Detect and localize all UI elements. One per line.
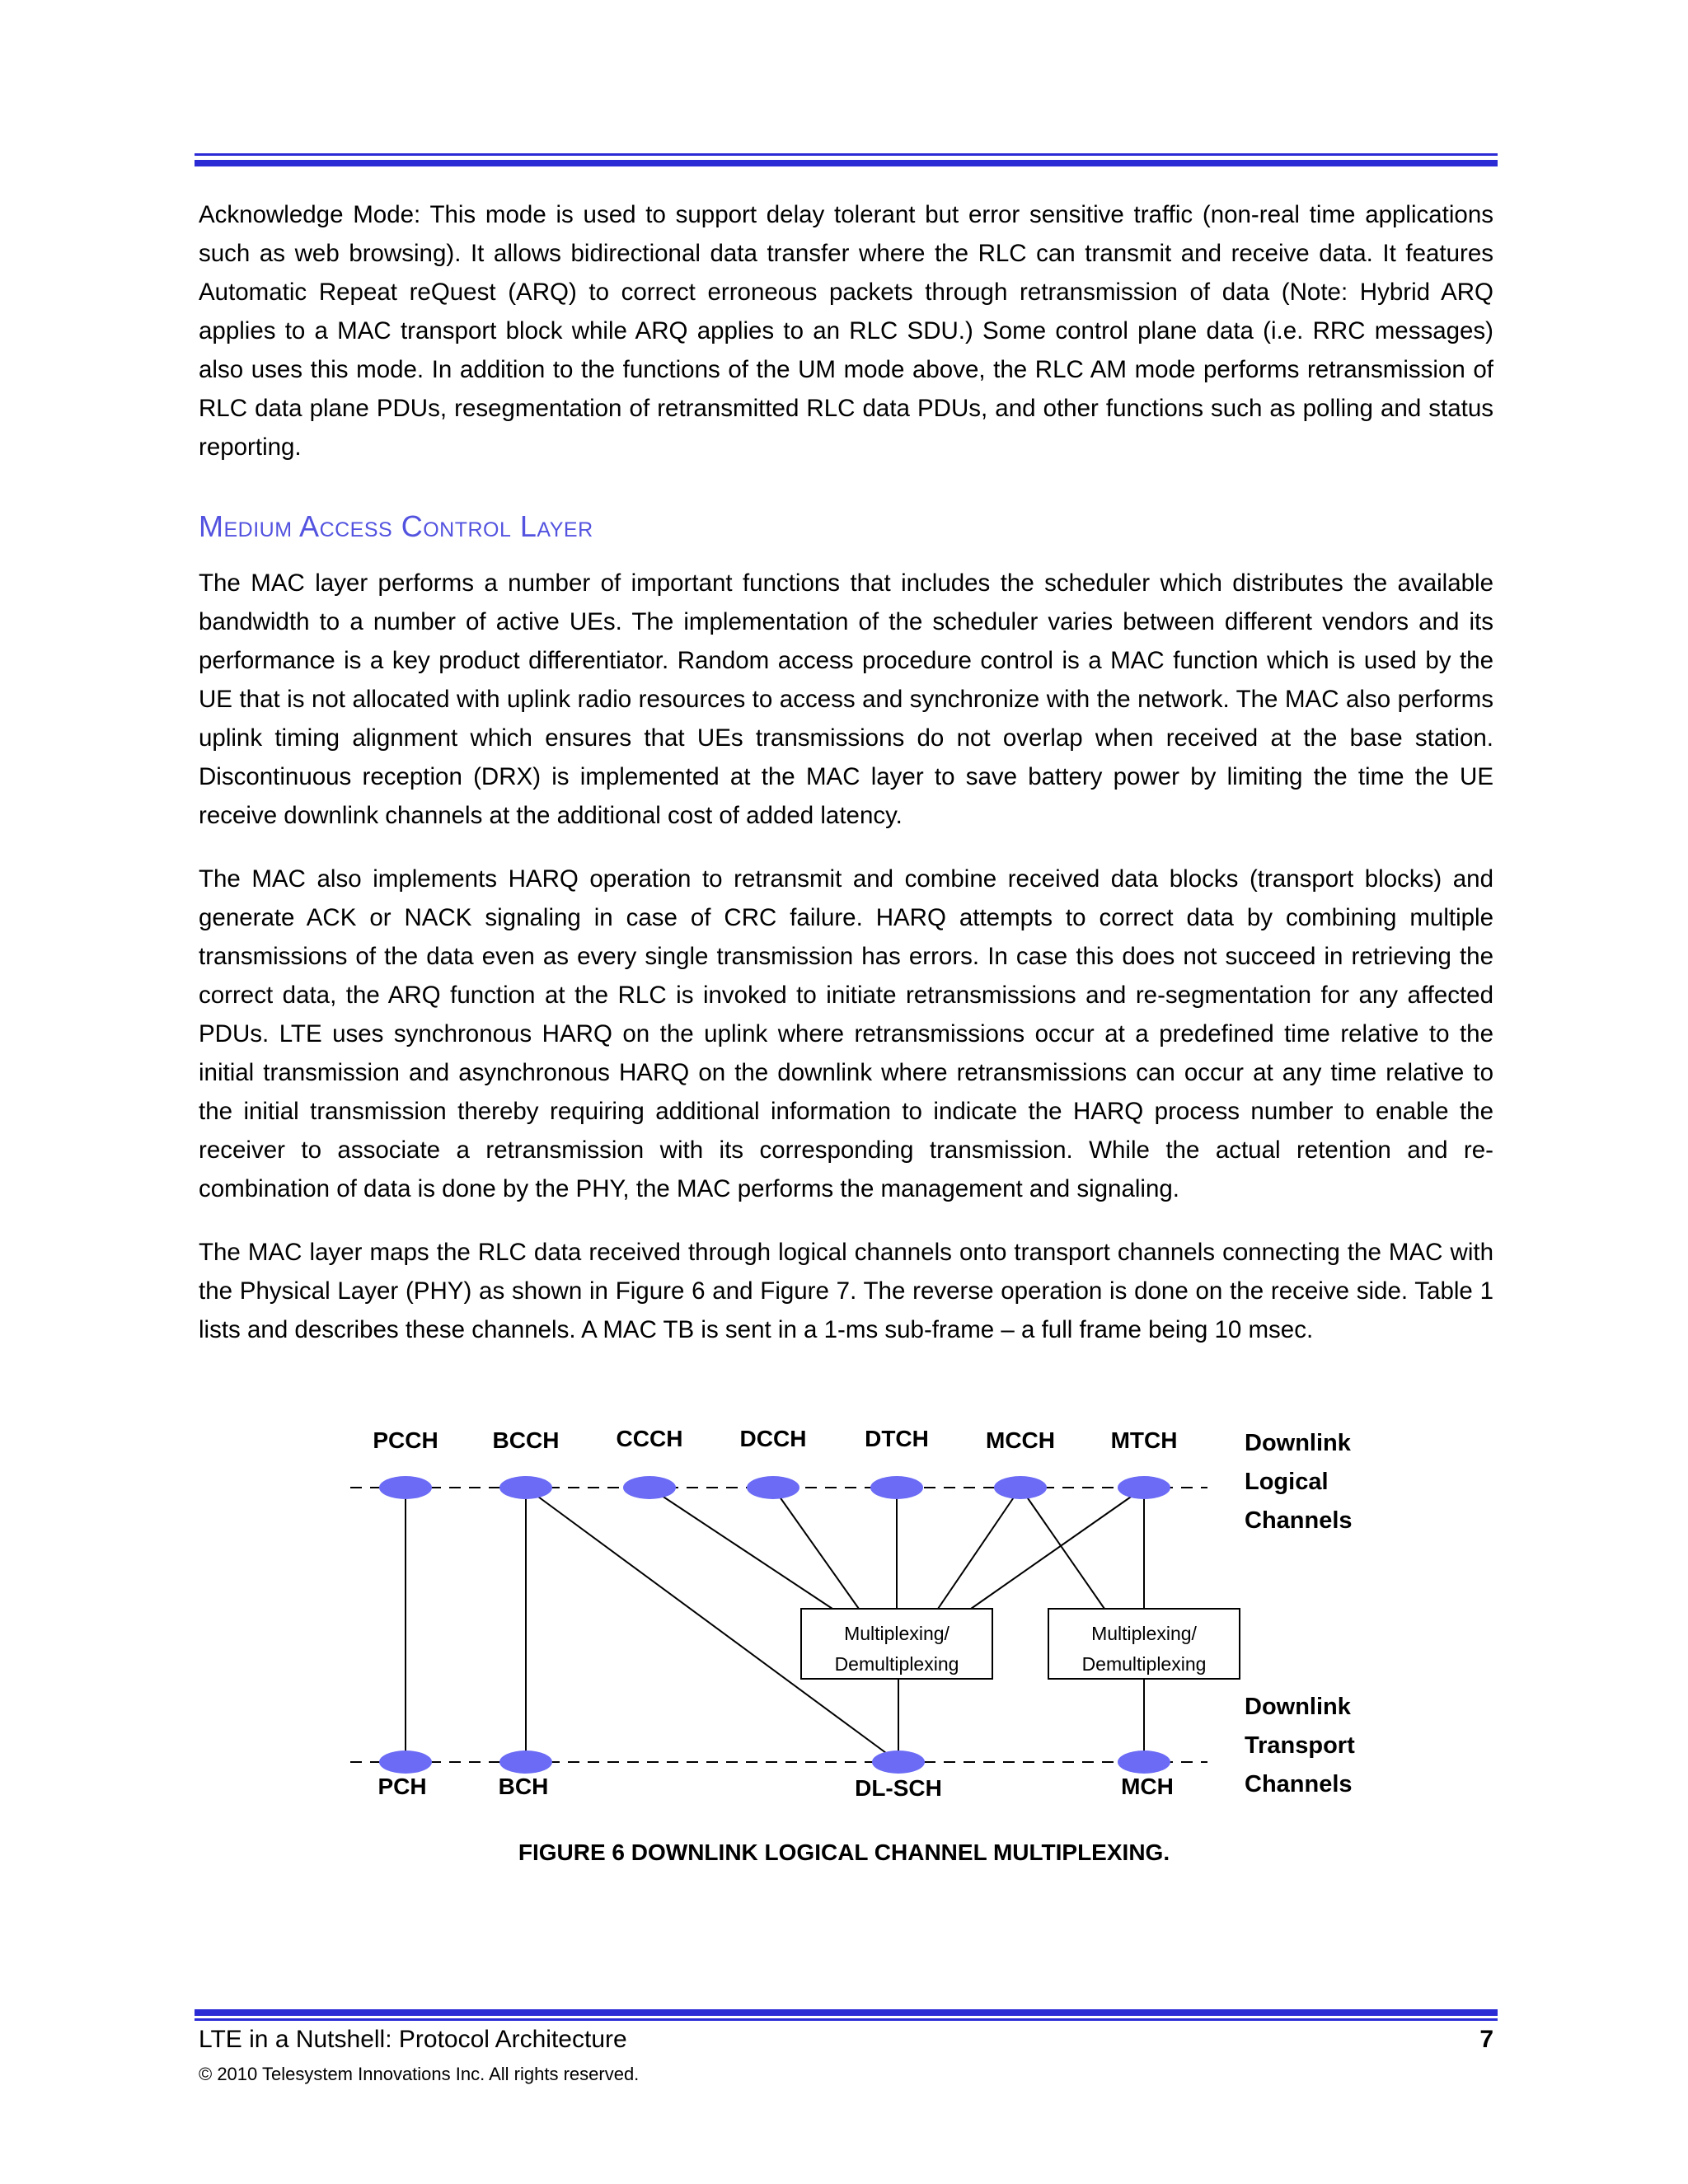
label-ccch: CCCH bbox=[616, 1426, 683, 1451]
node-mtch bbox=[1118, 1476, 1170, 1499]
channel-mapping-diagram bbox=[313, 1413, 1418, 1825]
transport-label-line3: Channels bbox=[1245, 1771, 1353, 1797]
link-mtch-mux bbox=[971, 1488, 1144, 1609]
mux-box-1 bbox=[801, 1609, 992, 1679]
paragraph-mac-intro: The MAC layer performs a number of important functions that includes the scheduler which distributes the available bandwidth to a number of active UEs. The implementation of the scheduler varies between different vendors and its performance is a key product differentiator. Random access procedure control is a MAC function which is used by the UE that is not allocated with uplink radio resources to access and synchronize with the network. The MAC also performs uplink timing alignment which ensures that UEs transmissions do not overlap when received at the base station. Discontinuous reception (DRX) is implemented at the MAC layer to save battery power by limiting the time the UE receive downlink channels at the additional cost of added latency. bbox=[199, 569, 1493, 829]
link-mcch-mux bbox=[938, 1488, 1020, 1609]
logical-label-line1: Downlink bbox=[1245, 1430, 1351, 1456]
transport-label-line2: Transport bbox=[1245, 1732, 1355, 1759]
label-dtch: DTCH bbox=[865, 1426, 929, 1451]
figure-caption: FIGURE 6 DOWNLINK LOGICAL CHANNEL MULTIPLEXING. bbox=[518, 1840, 1170, 1865]
node-mcch bbox=[994, 1476, 1047, 1499]
mux-box-2 bbox=[1048, 1609, 1240, 1679]
label-mch: MCH bbox=[1121, 1774, 1174, 1799]
node-bcch bbox=[499, 1476, 552, 1499]
label-bch: BCH bbox=[498, 1774, 549, 1799]
node-dlsch bbox=[872, 1750, 925, 1774]
label-mcch: MCCH bbox=[986, 1427, 1055, 1453]
paragraph-mac-harq: The MAC also implements HARQ operation to retransmit and combine received data blocks (transport blocks) and generate ACK or NACK signaling in case of CRC failure. HARQ attempts to correct data by combining multiple transmissions of the data even as every single transmission has errors. In case this does not succeed in retrieving the correct data, the ARQ function at the RLC is invoked to initiate retransmissions and re-segmentation for any affected PDUs. LTE uses synchronous HARQ on the uplink where retransmissions occur at a predefined time relative to the initial transmission and asynchronous HARQ on the downlink where retransmissions can occur at any time relative to the initial transmission thereby requiring additional information to indicate the HARQ process number to enable the receiver to associate a retransmission with its corresponding transmission. While the actual retention and re-combination of data is done by the PHY, the MAC performs the management and signaling. bbox=[199, 865, 1493, 1202]
label-dcch: DCCH bbox=[739, 1426, 807, 1451]
footer-copyright: © 2010 Telesystem Innovations Inc. All rights reserved. bbox=[199, 2064, 640, 2084]
label-mtch: MTCH bbox=[1110, 1427, 1178, 1453]
node-pcch bbox=[379, 1476, 432, 1499]
mux-box-2-line2: Demultiplexing bbox=[1081, 1653, 1207, 1675]
mux-box-1-line1: Multiplexing/ bbox=[844, 1623, 950, 1644]
link-mcch-mux2 bbox=[1020, 1488, 1104, 1609]
footer-rule bbox=[195, 2009, 1498, 2021]
page-number: 7 bbox=[1479, 2026, 1493, 2053]
label-pcch: PCCH bbox=[373, 1427, 438, 1453]
label-pch: PCH bbox=[377, 1774, 427, 1799]
node-bch bbox=[499, 1750, 552, 1774]
mux-box-2-line1: Multiplexing/ bbox=[1091, 1623, 1197, 1644]
logical-label-line2: Logical bbox=[1245, 1469, 1329, 1495]
label-dlsch: DL-SCH bbox=[855, 1775, 942, 1801]
section-heading: Medium Access Control Layer bbox=[199, 509, 593, 543]
connection-lines bbox=[406, 1488, 1144, 1762]
node-ccch bbox=[623, 1476, 676, 1499]
header-rule bbox=[195, 153, 1498, 166]
node-mch bbox=[1118, 1750, 1170, 1774]
footer-title: LTE in a Nutshell: Protocol Architecture bbox=[199, 2026, 627, 2053]
label-bcch: BCCH bbox=[492, 1427, 560, 1453]
logical-label-line3: Channels bbox=[1245, 1507, 1353, 1534]
paragraph-acknowledge-mode: Acknowledge Mode: This mode is used to support delay tolerant but error sensitive traffic (non-real time applications such as web browsing). It allows bidirectional data transfer where the RLC can transmit and receive data. It features Automatic Repeat reQuest (ARQ) to correct erroneous packets through retransmission of data (Note: Hybrid ARQ applies to a MAC transport block while ARQ applies to an RLC SDU.) Some control plane data (i.e. RRC messages) also uses this mode. In addition to the functions of the UM mode above, the RLC AM mode performs retransmission of RLC data plane PDUs, resegmentation of retransmitted RLC data PDUs, and other functions such as polling and status reporting. bbox=[199, 201, 1493, 461]
paragraph-mac-mapping: The MAC layer maps the RLC data received through logical channels onto transport channels connecting the MAC with the Physical Layer (PHY) as shown in Figure 6 and Figure 7. The reverse operation is done on the receive side. Table 1 lists and describes these channels. A MAC TB is sent in a 1-ms sub-frame – a full frame being 10 msec. bbox=[199, 1239, 1493, 1343]
mux-box-1-line2: Demultiplexing bbox=[834, 1653, 959, 1675]
node-dcch bbox=[747, 1476, 799, 1499]
node-dtch bbox=[870, 1476, 923, 1499]
transport-label-line1: Downlink bbox=[1245, 1694, 1351, 1720]
link-ccch-mux bbox=[649, 1488, 832, 1609]
link-dcch-mux bbox=[773, 1488, 859, 1609]
node-pch bbox=[379, 1750, 432, 1774]
